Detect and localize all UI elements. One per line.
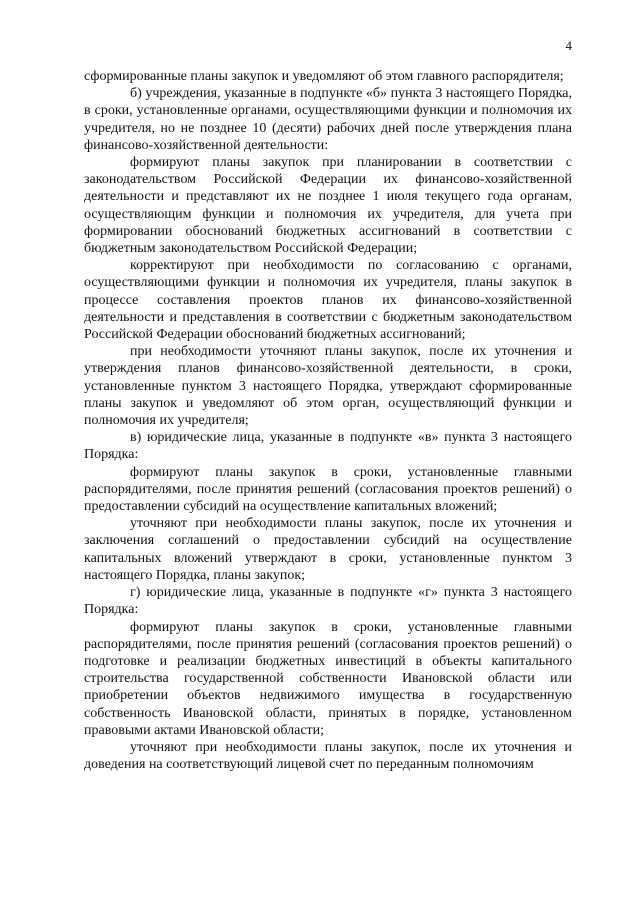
page-number: 4 <box>565 38 572 53</box>
paragraph: формируют планы закупок в сроки, установленные главными распорядителями, после принятия решений (согласования проектов решений) о подготовке и реализации бюджетных инвестиций в объекты капитального строительства государственной собственности Ивановской области или приобретении объектов недвижимого имущества в государственную собственность Ивановской области, принятых в порядке, установленном правовыми актами Ивановской области; <box>84 619 572 738</box>
paragraph: уточняют при необходимости планы закупок, после их уточнения и доведения на соответствующий лицевой счет по переданным полномочиям <box>84 739 572 773</box>
document-body <box>84 68 572 773</box>
paragraph: г) юридические лица, указанные в подпункте «г» пункта 3 настоящего Порядка: <box>84 585 572 618</box>
paragraph: сформированные планы закупок и уведомляют об этом главного распорядителя; <box>84 69 564 84</box>
paragraph: уточняют при необходимости планы закупок, после их уточнения и заключения соглашений о предоставлении субсидий на осуществление капитальных вложений утверждают в сроки, установленные пунктом 3 настоящего Порядка, планы закупок; <box>84 516 572 583</box>
paragraph: б) учреждения, указанные в подпункте «б» пункта 3 настоящего Порядка, в сроки, установленные органами, осуществляющими функции и полномочия их учредителя, но не позднее 10 (десяти) рабочих дней после утверждения плана финансово-хозяйственной деятельности: <box>84 86 572 153</box>
paragraph: в) юридические лица, указанные в подпункте «в» пункта 3 настоящего Порядка: <box>84 430 572 463</box>
paragraph: при необходимости уточняют планы закупок, после их уточнения и утверждения планов финансово-хозяйственной деятельности, в сроки, установленные пунктом 3 настоящего Порядка, утверждают сформированные планы закупок и уведомляют об этом орган, осуществляющий функции и полномочия их учредителя; <box>84 344 572 429</box>
paragraph: корректируют при необходимости по согласованию с органами, осуществляющими функции и полномочия их учредителя, планы закупок в процессе составления проектов планов их финансово-хозяйственной деятельности и представления в соответствии с бюджетным законодательством Российской Федерации обоснований бюджетных ассигнований; <box>84 258 572 343</box>
paragraph: формируют планы закупок в сроки, установленные главными распорядителями, после принятия решений (согласования проектов решений) о предоставлении субсидий на осуществление капитальных вложений; <box>84 464 572 515</box>
paragraph: формируют планы закупок при планировании в соответствии с законодательством Российской Федерации их финансово-хозяйственной деятельности и представляют их не позднее 1 июля текущего года органам, осуществляющим функции и полномочия их учредителя, для учета при формировании обоснований бюджетных ассигнований в соответствии с бюджетным законодательством Российской Федерации; <box>84 155 572 257</box>
